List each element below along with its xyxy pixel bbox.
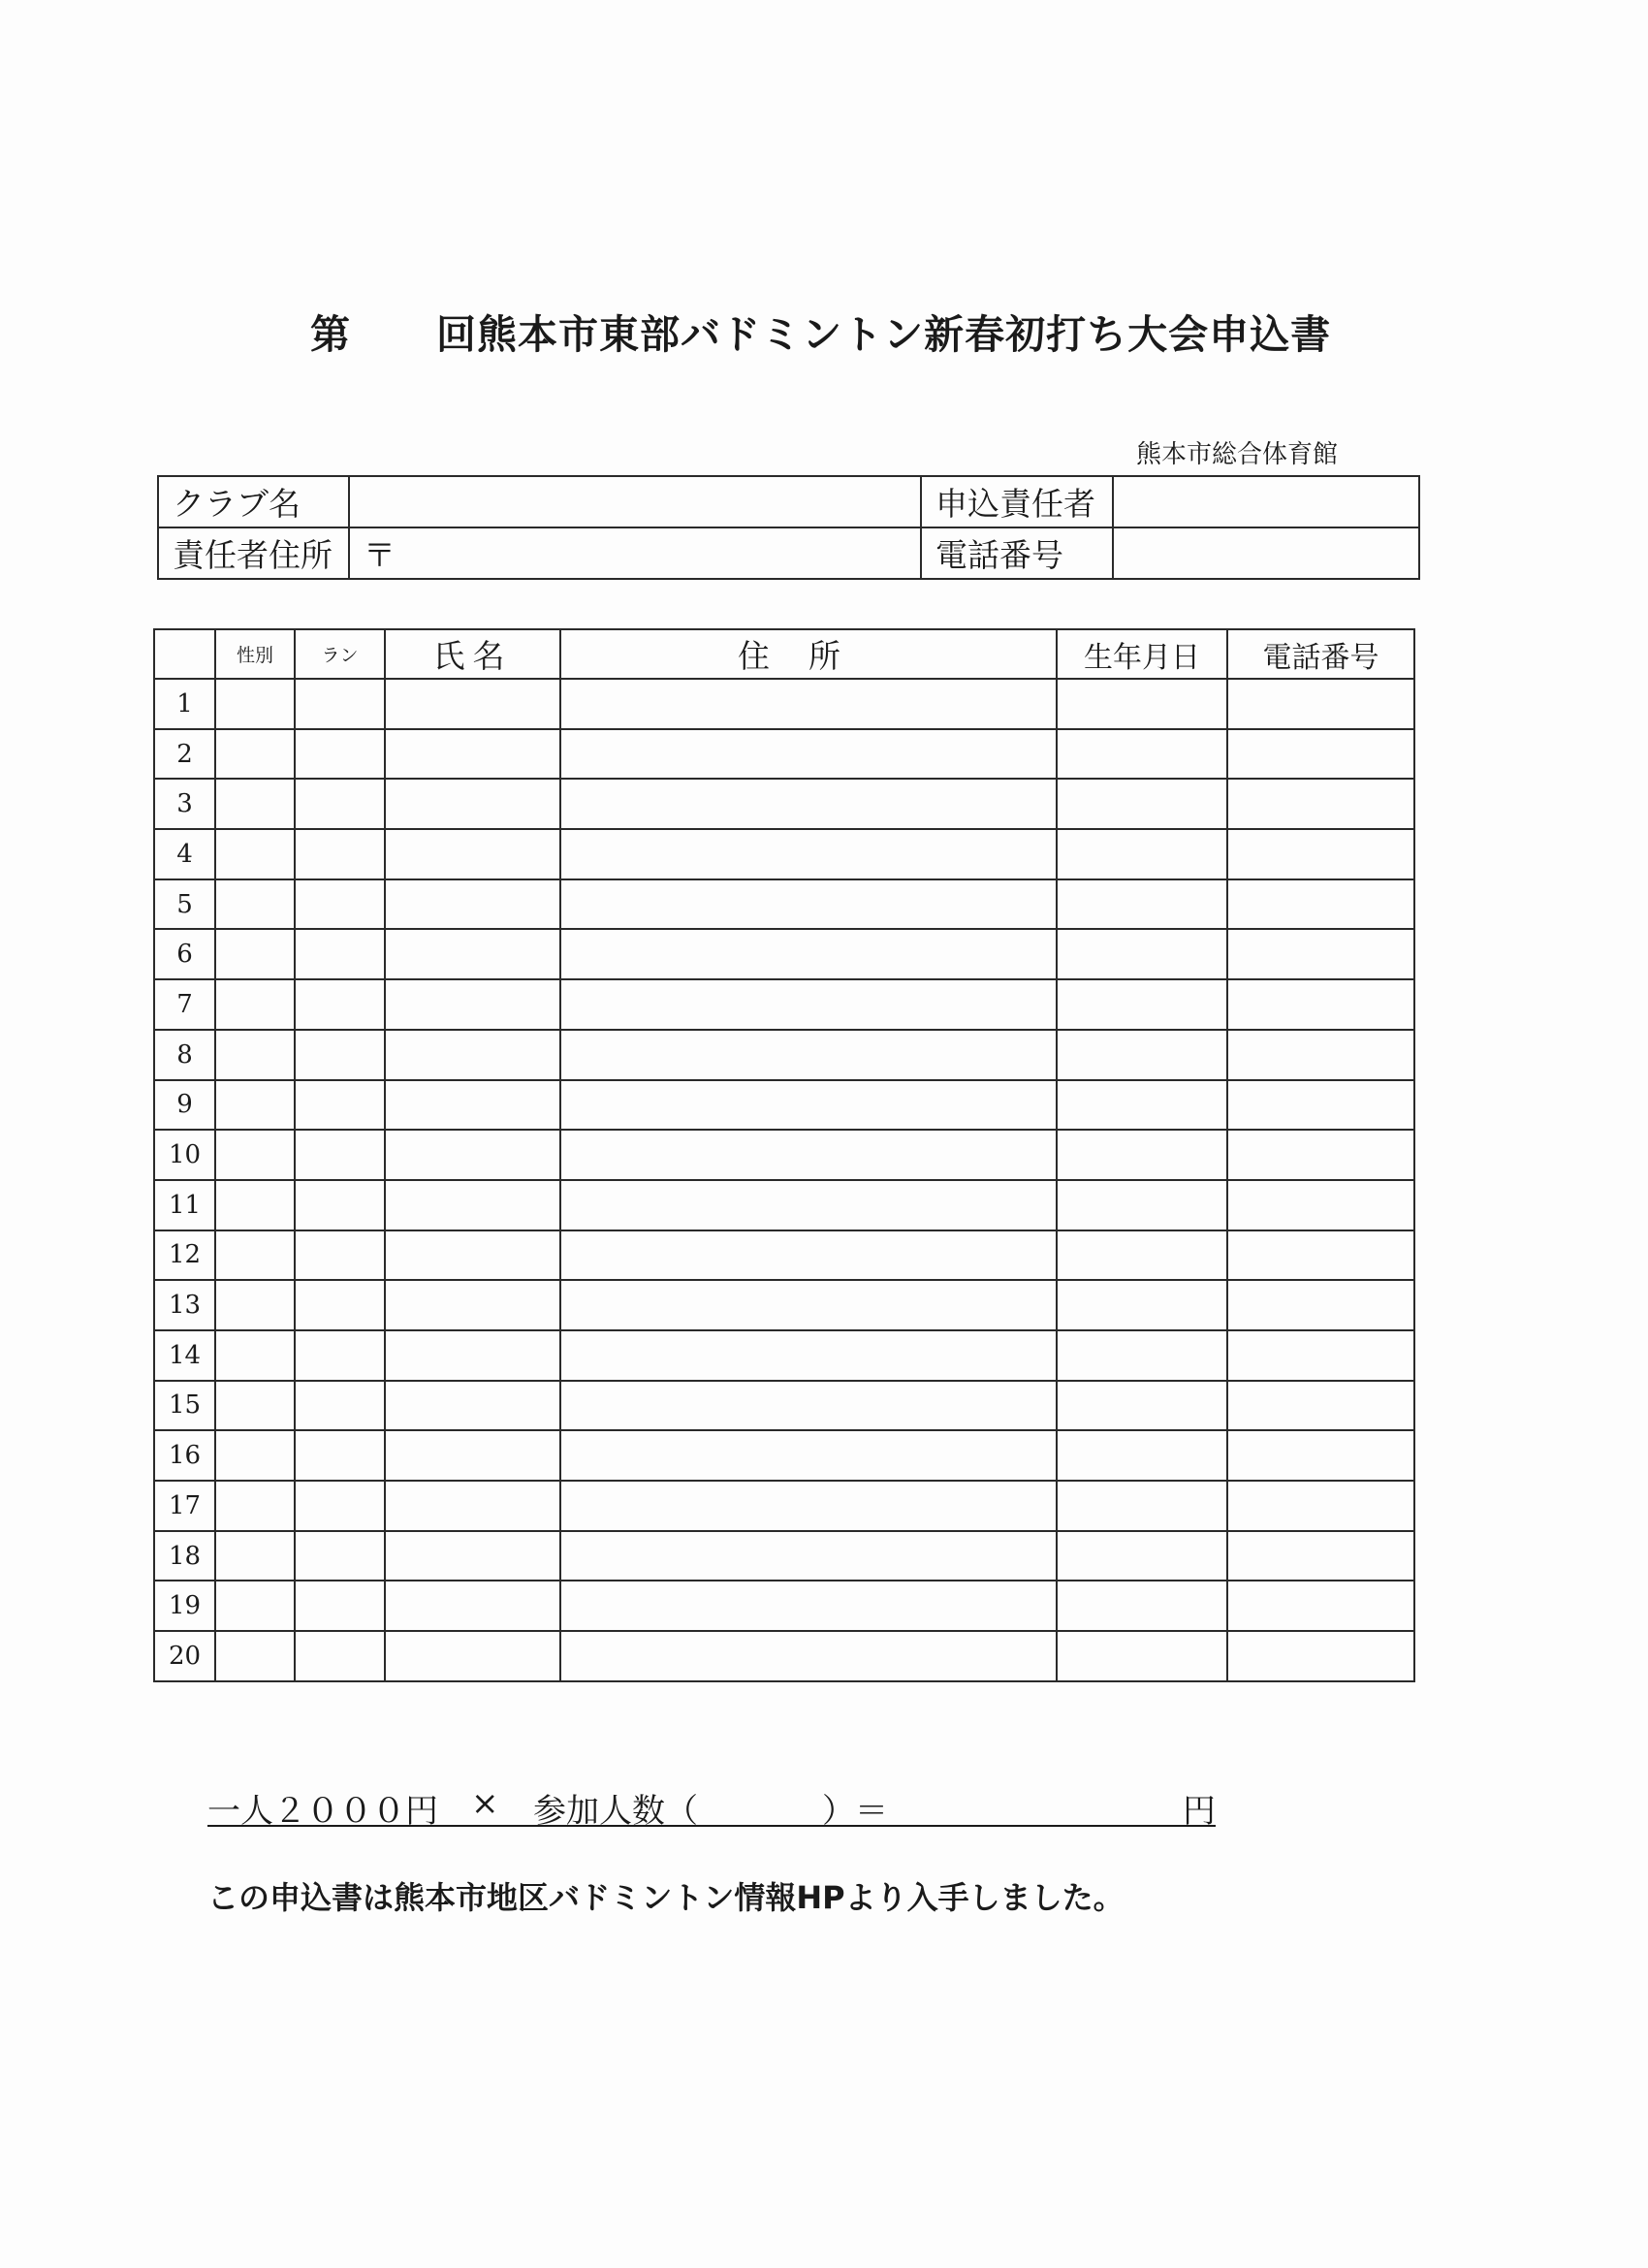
row-number: 16: [154, 1430, 215, 1481]
phone-cell[interactable]: [1227, 829, 1414, 879]
phone-cell[interactable]: [1227, 1130, 1414, 1180]
birthdate-cell[interactable]: [1057, 729, 1227, 780]
row-number: 17: [154, 1481, 215, 1531]
name-cell[interactable]: [385, 1330, 560, 1381]
name-cell[interactable]: [385, 1230, 560, 1281]
address-cell[interactable]: [560, 979, 1057, 1030]
address-cell[interactable]: [560, 1330, 1057, 1381]
birthdate-cell[interactable]: [1057, 1531, 1227, 1581]
address-cell[interactable]: [560, 1280, 1057, 1330]
table-row: [154, 1080, 1414, 1131]
rank-cell[interactable]: [295, 829, 385, 879]
phone-cell[interactable]: [1227, 979, 1414, 1030]
rank-cell[interactable]: [295, 1430, 385, 1481]
gender-cell[interactable]: [215, 1631, 295, 1681]
table-row: [154, 729, 1414, 780]
rank-cell[interactable]: [295, 1180, 385, 1230]
title-prefix: 第: [310, 311, 351, 358]
gender-cell[interactable]: [215, 1481, 295, 1531]
row-number: 2: [154, 729, 215, 780]
birthdate-cell[interactable]: [1057, 1180, 1227, 1230]
name-cell[interactable]: [385, 929, 560, 979]
row-number: 18: [154, 1531, 215, 1581]
phone-cell[interactable]: [1227, 879, 1414, 930]
club-name-field[interactable]: [349, 476, 921, 527]
gender-cell[interactable]: [215, 729, 295, 780]
rank-cell[interactable]: [295, 1381, 385, 1431]
fee-equals: ）＝: [822, 1792, 888, 1831]
table-row: [154, 979, 1414, 1030]
row-number: 15: [154, 1381, 215, 1431]
rank-cell[interactable]: [295, 1481, 385, 1531]
row-number: 14: [154, 1330, 215, 1381]
address-cell[interactable]: [560, 1481, 1057, 1531]
phone-cell[interactable]: [1227, 1230, 1414, 1281]
gender-cell[interactable]: [215, 1330, 295, 1381]
gender-cell[interactable]: [215, 1230, 295, 1281]
header-gender: 性別: [215, 629, 295, 679]
address-cell[interactable]: [560, 1631, 1057, 1681]
phone-cell[interactable]: [1227, 1080, 1414, 1131]
row-number: 20: [154, 1631, 215, 1681]
phone-cell[interactable]: [1227, 1430, 1414, 1481]
row-number: 19: [154, 1581, 215, 1631]
phone-cell[interactable]: [1227, 779, 1414, 829]
birthdate-cell[interactable]: [1057, 1430, 1227, 1481]
address-label: 責任者住所: [158, 527, 349, 579]
birthdate-cell[interactable]: [1057, 1230, 1227, 1281]
header-number: [154, 629, 215, 679]
birthdate-cell[interactable]: [1057, 929, 1227, 979]
birthdate-cell[interactable]: [1057, 779, 1227, 829]
phone-cell[interactable]: [1227, 1330, 1414, 1381]
rank-cell[interactable]: [295, 729, 385, 780]
phone-field[interactable]: [1113, 527, 1419, 579]
rank-cell[interactable]: [295, 979, 385, 1030]
header-phone: 電話番号: [1227, 629, 1414, 679]
name-cell[interactable]: [385, 829, 560, 879]
rank-cell[interactable]: [295, 1230, 385, 1281]
row-number: 1: [154, 679, 215, 729]
birthdate-cell[interactable]: [1057, 1381, 1227, 1431]
gender-cell[interactable]: [215, 679, 295, 729]
rank-cell[interactable]: [295, 879, 385, 930]
address-cell[interactable]: [560, 1030, 1057, 1080]
address-cell[interactable]: [560, 829, 1057, 879]
row-number: 8: [154, 1030, 215, 1080]
row-number: 4: [154, 829, 215, 879]
gender-cell[interactable]: [215, 1581, 295, 1631]
birthdate-cell[interactable]: [1057, 1080, 1227, 1131]
phone-cell[interactable]: [1227, 1581, 1414, 1631]
table-row: [154, 1531, 1414, 1581]
gender-cell[interactable]: [215, 1130, 295, 1180]
fee-times-sign: ×: [471, 1784, 499, 1823]
title-suffix: 回熊本市東部バドミントン新春初打ち大会申込書: [436, 311, 1332, 358]
table-row: [154, 1330, 1414, 1381]
name-cell[interactable]: [385, 1030, 560, 1080]
table-row: [154, 679, 1414, 729]
row-number: 7: [154, 979, 215, 1030]
name-cell[interactable]: [385, 1130, 560, 1180]
applicant-field[interactable]: [1113, 476, 1419, 527]
phone-cell[interactable]: [1227, 1631, 1414, 1681]
name-cell[interactable]: [385, 779, 560, 829]
table-row: [154, 1280, 1414, 1330]
rank-cell[interactable]: [295, 1330, 385, 1381]
table-row: [154, 1631, 1414, 1681]
gender-cell[interactable]: [215, 779, 295, 829]
issuer-name: 熊本市総合体育館: [1136, 440, 1339, 469]
gender-cell[interactable]: [215, 929, 295, 979]
name-cell[interactable]: [385, 679, 560, 729]
table-row: [154, 929, 1414, 979]
header-birthdate: 生年月日: [1057, 629, 1227, 679]
name-cell[interactable]: [385, 1381, 560, 1431]
row-number: 12: [154, 1230, 215, 1281]
rank-cell[interactable]: [295, 1030, 385, 1080]
rank-cell[interactable]: [295, 679, 385, 729]
birthdate-cell[interactable]: [1057, 1280, 1227, 1330]
header-rank: ラン: [295, 629, 385, 679]
birthdate-cell[interactable]: [1057, 1030, 1227, 1080]
birthdate-cell[interactable]: [1057, 1330, 1227, 1381]
phone-cell[interactable]: [1227, 1381, 1414, 1431]
rank-cell[interactable]: [295, 1130, 385, 1180]
address-cell[interactable]: [560, 1130, 1057, 1180]
phone-cell[interactable]: [1227, 1531, 1414, 1581]
phone-cell[interactable]: [1227, 929, 1414, 979]
rank-cell[interactable]: [295, 929, 385, 979]
phone-cell[interactable]: [1227, 1481, 1414, 1531]
gender-cell[interactable]: [215, 829, 295, 879]
birthdate-cell[interactable]: [1057, 879, 1227, 930]
birthdate-cell[interactable]: [1057, 1481, 1227, 1531]
birthdate-cell[interactable]: [1057, 679, 1227, 729]
address-field[interactable]: 〒: [349, 527, 921, 579]
birthdate-cell[interactable]: [1057, 979, 1227, 1030]
gender-cell[interactable]: [215, 1280, 295, 1330]
gender-cell[interactable]: [215, 1531, 295, 1581]
phone-cell[interactable]: [1227, 1030, 1414, 1080]
table-row: [154, 1381, 1414, 1431]
birthdate-cell[interactable]: [1057, 829, 1227, 879]
form-title: [310, 303, 1331, 360]
address-cell[interactable]: [560, 1230, 1057, 1281]
phone-cell[interactable]: [1227, 679, 1414, 729]
table-row: [154, 779, 1414, 829]
address-cell[interactable]: [560, 1581, 1057, 1631]
name-cell[interactable]: [385, 1481, 560, 1531]
header-address: 住所: [560, 629, 1057, 679]
contact-info-row: [158, 527, 1419, 579]
table-row: [154, 1180, 1414, 1230]
table-row: [154, 879, 1414, 930]
row-number: 5: [154, 879, 215, 930]
row-number: 9: [154, 1080, 215, 1131]
birthdate-cell[interactable]: [1057, 1631, 1227, 1681]
rank-cell[interactable]: [295, 1531, 385, 1581]
address-cell[interactable]: [560, 779, 1057, 829]
table-row: [154, 1230, 1414, 1281]
gender-cell[interactable]: [215, 979, 295, 1030]
phone-cell[interactable]: [1227, 1180, 1414, 1230]
fee-yen: 円: [1183, 1792, 1216, 1831]
gender-cell[interactable]: [215, 1080, 295, 1131]
address-cell[interactable]: [560, 679, 1057, 729]
roster-header-row: [154, 629, 1414, 679]
rank-cell[interactable]: [295, 779, 385, 829]
name-cell[interactable]: [385, 1430, 560, 1481]
name-cell[interactable]: [385, 979, 560, 1030]
birthdate-cell[interactable]: [1057, 1581, 1227, 1631]
address-cell[interactable]: [560, 1381, 1057, 1431]
name-cell[interactable]: [385, 1581, 560, 1631]
club-info-row: [158, 476, 1419, 527]
birthdate-cell[interactable]: [1057, 1130, 1227, 1180]
club-info-table: [157, 475, 1420, 580]
address-cell[interactable]: [560, 1080, 1057, 1131]
address-cell[interactable]: [560, 1430, 1057, 1481]
address-cell[interactable]: [560, 1531, 1057, 1581]
name-cell[interactable]: [385, 1080, 560, 1131]
row-number: 6: [154, 929, 215, 979]
phone-cell[interactable]: [1227, 729, 1414, 780]
gender-cell[interactable]: [215, 879, 295, 930]
row-number: 13: [154, 1280, 215, 1330]
fee-calculation-line: [207, 1778, 1216, 1831]
table-row: [154, 1430, 1414, 1481]
rank-cell[interactable]: [295, 1581, 385, 1631]
address-cell[interactable]: [560, 729, 1057, 780]
row-number: 10: [154, 1130, 215, 1180]
rank-cell[interactable]: [295, 1080, 385, 1131]
rank-cell[interactable]: [295, 1631, 385, 1681]
name-cell[interactable]: [385, 1631, 560, 1681]
name-cell[interactable]: [385, 729, 560, 780]
address-cell[interactable]: [560, 929, 1057, 979]
gender-cell[interactable]: [215, 1030, 295, 1080]
phone-label: 電話番号: [921, 527, 1113, 579]
gender-cell[interactable]: [215, 1430, 295, 1481]
name-cell[interactable]: [385, 1180, 560, 1230]
applicant-label: 申込責任者: [921, 476, 1113, 527]
source-note: この申込書は熊本市地区バドミントン情報HPより入手しました。: [207, 1879, 1125, 1916]
name-cell[interactable]: [385, 1531, 560, 1581]
name-cell[interactable]: [385, 1280, 560, 1330]
table-row: [154, 1030, 1414, 1080]
fee-participants-label: 参加人数（: [533, 1792, 698, 1831]
row-number: 11: [154, 1180, 215, 1230]
table-row: [154, 1581, 1414, 1631]
fee-per-person: 一人２０００円: [207, 1792, 438, 1831]
table-row: [154, 829, 1414, 879]
phone-cell[interactable]: [1227, 1280, 1414, 1330]
row-number: 3: [154, 779, 215, 829]
header-name: 氏名: [385, 629, 560, 679]
club-name-label: クラブ名: [158, 476, 349, 527]
address-cell[interactable]: [560, 1180, 1057, 1230]
address-cell[interactable]: [560, 879, 1057, 930]
name-cell[interactable]: [385, 879, 560, 930]
gender-cell[interactable]: [215, 1381, 295, 1431]
participant-roster-table: [153, 628, 1415, 1682]
rank-cell[interactable]: [295, 1280, 385, 1330]
gender-cell[interactable]: [215, 1180, 295, 1230]
table-row: [154, 1130, 1414, 1180]
table-row: [154, 1481, 1414, 1531]
roster-body: [154, 679, 1414, 1681]
